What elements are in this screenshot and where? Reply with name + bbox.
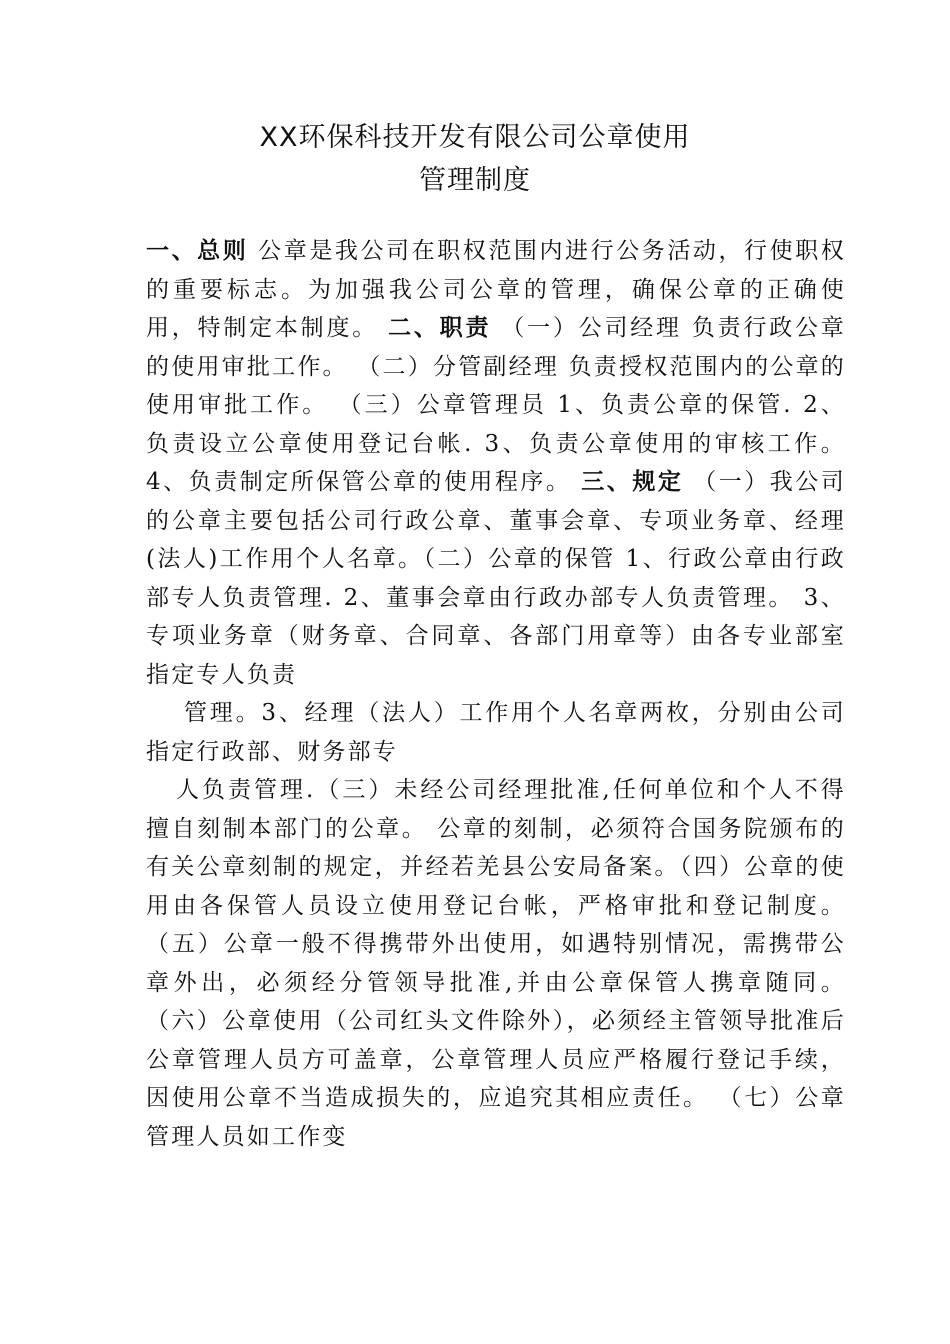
section-heading-rules: 三、规定 — [581, 469, 684, 495]
section-text-general: 公章是我公司在职权范围内进行公务活动，行使职权的重要标志。为加强我公司公章的管理，确保公章的正确使用，特制定本制度。 — [146, 238, 846, 341]
paragraph-seal-usage-rules: 人负责管理.（三）未经公司经理批准,任何单位和个人不得擅自刻制本部门的公章。 公章的刻制，必须符合国务院颁布的有关公章刻制的规定，并经若羌县公安局备案。（四）公章的使用由各保管人员设立使用登记台帐，严格审批和登记制度。 （五）公章一般不得携带外出使用，如遇特别情况，需携带公章外出，必须经分管领导批准,并由公章保管人携章随同。 （六）公章使用（公司红头文件除外），必须经主管领导批准后公章管理人员方可盖章，公章管理人员应严格履行登记手续，因使用公章不当造成损失的，应追究其相应责任。 （七）公章管理人员如工作变 — [146, 777, 846, 1150]
document-title-line-1: XX环保科技开发有限公司公章使用 — [259, 122, 691, 153]
paragraph-general-duties-rules — [146, 232, 846, 694]
document-body — [146, 232, 846, 1156]
document-title-line-2: 管理制度 — [419, 165, 531, 196]
section-text-duties: （一）公司经理 负责行政公章的使用审批工作。 （二）分管副经理 负责授权范围内的公章的使用审批工作。 （三）公章管理员 1、负责公章的保管. 2、负责设立公章使用登记台帐. 3、负责公章使用的审核工作。 4、负责制定所保管公章的使用程序。 — [146, 315, 846, 495]
section-text-rules: （一）我公司的公章主要包括公司行政公章、董事会章、专项业务章、经理(法人)工作用个人名章。（二）公章的保管 1、行政公章由行政部专人负责管理. 2、董事会章由行政办部专人负责管理。 3、专项业务章（财务章、合同章、各部门用章等）由各专业部室指定专人负责 — [146, 469, 846, 688]
section-heading-duties: 二、职责 — [388, 315, 492, 341]
section-heading-general: 一、总则 — [146, 238, 249, 264]
paragraph-manager-seals: 管理。3、经理（法人）工作用个人名章两枚，分别由公司指定行政部、财务部专 — [146, 700, 846, 765]
